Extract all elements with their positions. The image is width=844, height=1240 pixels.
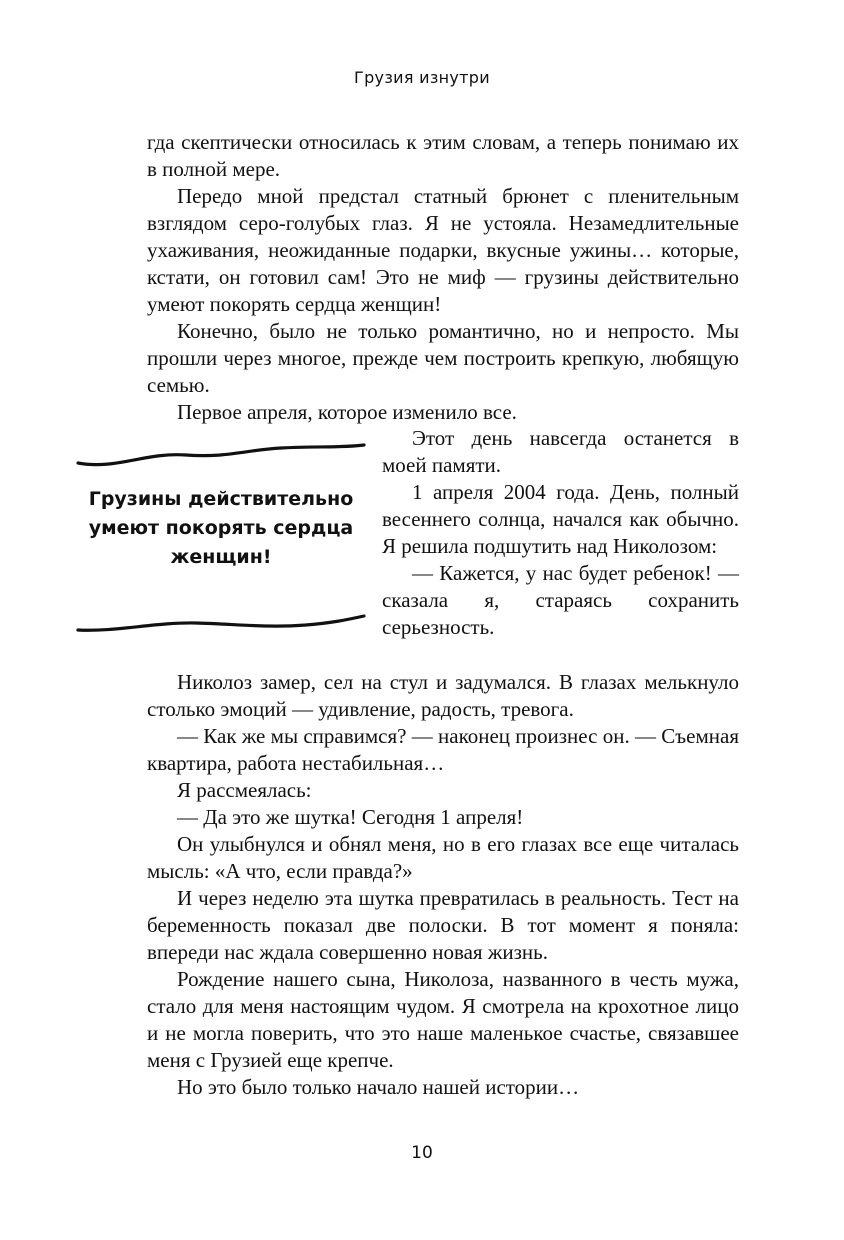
wave-divider-top (76, 440, 366, 470)
body-text-top (147, 129, 739, 426)
paragraph: гда скептически относилась к этим словам, а теперь понимаю их в полной мере. (147, 130, 739, 181)
running-title: Грузия изнутри (354, 68, 490, 87)
paragraph: Рождение нашего сына, Николоза, названного в честь мужа, стало для меня настоящим чудом. Я смотрела на крохотное лицо и не могла поверить, что это наше маленькое счастье, связавшее меня с Грузией еще крепче. (147, 967, 739, 1072)
paragraph: Но это было только начало нашей истории… (177, 1075, 580, 1099)
wave-divider-bottom (76, 608, 366, 638)
paragraph: Передо мной предстал статный брюнет с пленительным взглядом серо-голубых глаз. Я не устояла. Незамедлительные ухаживания, неожиданные подарки, вкусные ужины… которые, кстати, он готовил сам! Это не миф — грузины действительно умеют покорять сердца женщин! (147, 184, 739, 316)
inset-column-text (382, 425, 739, 641)
paragraph: Николоз замер, сел на стул и задумался. В глазах мелькнуло столько эмоций — удивление, радость, тревога. (147, 670, 739, 721)
paragraph: 1 апреля 2004 года. День, полный весеннего солнца, начался как обычно. Я решила подшутить над Николозом: (382, 480, 739, 558)
page-number: 10 (411, 1143, 433, 1163)
paragraph: Этот день навсегда останется в моей памяти. (382, 426, 739, 477)
paragraph: И через неделю эта шутка превратилась в реальность. Тест на беременность показал две полоски. В тот момент я поняла: впереди нас ждала совершенно новая жизнь. (147, 886, 739, 964)
paragraph: Конечно, было не только романтично, но и непросто. Мы прошли через многое, прежде чем построить крепкую, любящую семью. (147, 319, 739, 397)
paragraph: Я рассмеялась: (177, 778, 312, 802)
paragraph: — Кажется, у нас будет ребенок! — сказала я, стараясь сохранить серьезность. (382, 561, 739, 639)
paragraph: — Как же мы справимся? — наконец произнес он. — Съемная квартира, работа нестабильная… (147, 724, 739, 775)
paragraph: — Да это же шутка! Сегодня 1 апреля! (177, 805, 524, 829)
pullquote-text: Грузины действительно умеют покорять сердца женщин! (88, 488, 354, 568)
body-text-bottom (147, 669, 739, 1101)
pullquote (76, 440, 366, 640)
paragraph: Он улыбнулся и обнял меня, но в его глазах все еще читалась мысль: «А что, если правда?» (147, 832, 739, 883)
paragraph: Первое апреля, которое изменило все. (177, 400, 517, 424)
